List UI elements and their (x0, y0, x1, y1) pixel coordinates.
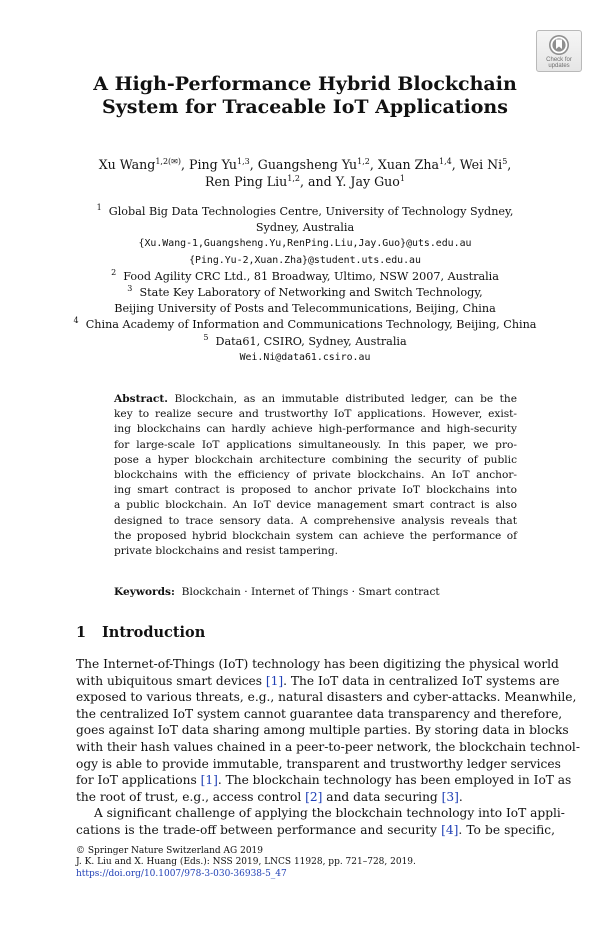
affiliation-3: $^3$ State Key Laboratory of Networking and Switch Technology, (127, 284, 483, 300)
citation-line: J. K. Liu and X. Huang (Eds.): NSS 2019, LNCS 11928, pp. 721–728, 2019. (76, 857, 416, 868)
abstract-line: private blockchains and resist tampering. (114, 545, 339, 558)
author-line1: Xu Wang$^{1,2(✉)}$, Ping Yu$^{1,3}$, Guangsheng Yu$^{1,2}$, Xuan Zha$^{1,4}$, Wei Ni$^5$, (98, 157, 512, 172)
citation-link[interactable]: [1] (265, 673, 284, 688)
abstract-line: ing blockchains can hardly achieve high-performance and high-security (114, 423, 517, 436)
keyword: Internet of Things (250, 586, 349, 598)
copyright-footer (76, 846, 416, 880)
body-line: The Internet-of-Things (IoT) technology has been digitizing the physical world (76, 657, 559, 671)
body-line: A significant challenge of applying the blockchain technology into IoT appli- (94, 806, 565, 821)
title-line1: A High-Performance Hybrid Blockchain (93, 73, 517, 95)
abstract-line: the proposed hybrid blockchain system can achieve the performance of (114, 529, 517, 542)
body-line: exposed to various threats, e.g., natural disasters and cyber-attacks. Meanwhile, (76, 690, 577, 705)
citation-link[interactable]: [1] (200, 773, 218, 788)
body-line: cations is the trade-off between performance and security [4]. To be specific, (76, 822, 555, 837)
keyword: Blockchain (181, 586, 241, 598)
section-heading (76, 624, 205, 641)
author-name: Xu Wang (98, 157, 156, 172)
author-name: Wei Ni (459, 157, 503, 172)
body-line: with their hash values chained in a peer-to-peer network, the blockchain technol- (76, 739, 580, 754)
section-title: Introduction (102, 624, 206, 641)
citation-link[interactable]: [3] (441, 789, 459, 804)
title-line2: System for Traceable IoT Applications (102, 96, 508, 118)
author-affil: 5 (502, 157, 508, 166)
author-line2: Ren Ping Liu$^{1,2}$, and Y. Jay Guo$^1$ (205, 174, 405, 189)
abstract-line: key to realize secure and trustworthy IoT applications. However, exist- (114, 408, 517, 421)
keywords: Keywords: Blockchain · Internet of Things · Smart contract (114, 586, 440, 598)
badge-text (546, 57, 572, 69)
copyright-line: © Springer Nature Switzerland AG 2019 (76, 846, 264, 856)
author-affil: 1,4 (438, 157, 452, 166)
citation-link[interactable]: [2] (305, 789, 323, 804)
author-name: Xuan Zha (377, 157, 439, 172)
badge-line1: Check for (546, 57, 572, 63)
keyword: Smart contract (358, 586, 440, 598)
author-affil: 1,2(✉) (155, 157, 181, 166)
affiliation-1: $^1$ Global Big Data Technologies Centre, University of Technology Sydney, (96, 203, 514, 218)
paper-title (40, 73, 570, 119)
bookmark-icon (548, 34, 570, 56)
doi-link[interactable]: https://doi.org/10.1007/978-3-030-36938-5_47 (76, 868, 287, 879)
citation-link[interactable]: [4] (441, 822, 459, 837)
affiliation-4: $^4$ China Academy of Information and Communications Technology, Beijing, China (73, 316, 537, 332)
affiliation-2: $^2$ Food Agility CRC Ltd., 81 Broadway, Ultimo, NSW 2007, Australia (111, 267, 499, 283)
abstract-line: a public blockchain. An IoT device management smart contract is also (114, 499, 517, 512)
abstract-line: ing smart contract is proposed to anchor private IoT blockchains into (114, 484, 517, 497)
abstract-line: Abstract. Blockchain, as an immutable distributed ledger, can be the (114, 393, 518, 405)
author-affil: 1 (399, 174, 405, 183)
keywords-label: Keywords: (114, 586, 175, 598)
abstract (114, 392, 517, 559)
affiliation-3-line2: Beijing University of Posts and Telecommunications, Beijing, China (114, 302, 496, 316)
body-line: ogy is able to provide immutable, transparent and trustworthy ledger services (76, 756, 561, 771)
abstract-line: for large-scale IoT applications simultaneously. In this paper, we pro- (114, 438, 517, 451)
author-name: Guangsheng Yu (257, 157, 358, 172)
abstract-line: pose a hyper blockchain architecture combining the security of public (114, 453, 517, 466)
body-line: goes against IoT data sharing among multiple parties. By storing data in blocks (76, 723, 569, 738)
affiliation-5: $^5$ Data61, CSIRO, Sydney, Australia (203, 332, 407, 348)
body-text (76, 656, 580, 839)
body-line: with ubiquitous smart devices [1]. The IoT data in centralized IoT systems are (76, 673, 560, 688)
author-affil: 1,3 (237, 157, 250, 166)
badge-line2: updates (548, 63, 570, 69)
body-line: for IoT applications [1]. The blockchain technology has been employed in IoT as (76, 773, 572, 788)
author-affil: 1,2 (357, 157, 370, 166)
affiliation-5-email[interactable]: Wei.Ni@data61.csiro.au (239, 351, 371, 363)
section-number: 1 (76, 624, 87, 641)
affiliations (60, 204, 550, 366)
author-list (40, 156, 570, 190)
abstract-line: designed to trace sensory data. A comprehensive analysis reveals that (114, 514, 517, 527)
check-for-updates-badge[interactable] (536, 30, 582, 72)
body-line: the centralized IoT system cannot guarantee data transparency and therefore, (76, 706, 563, 721)
author-name: Ren Ping Liu (205, 174, 288, 189)
author-name: Ping Yu (189, 157, 238, 172)
author-name: Y. Jay Guo (335, 174, 400, 189)
body-line: the root of trust, e.g., access control [2] and data securing [3]. (76, 789, 463, 804)
affiliation-1-email[interactable]: {Xu.Wang-1,Guangsheng.Yu,RenPing.Liu,Jay.Guo}@uts.edu.au (138, 238, 472, 250)
abstract-label: Abstract. (114, 393, 168, 405)
affiliation-1-email-2[interactable]: {Ping.Yu-2,Xuan.Zha}@student.uts.edu.au (189, 254, 421, 266)
affiliation-1-line2: Sydney, Australia (255, 221, 355, 235)
abstract-line: blockchains with the efficiency of private blockchains. An IoT anchor- (114, 469, 517, 482)
author-affil: 1,2 (287, 174, 301, 183)
